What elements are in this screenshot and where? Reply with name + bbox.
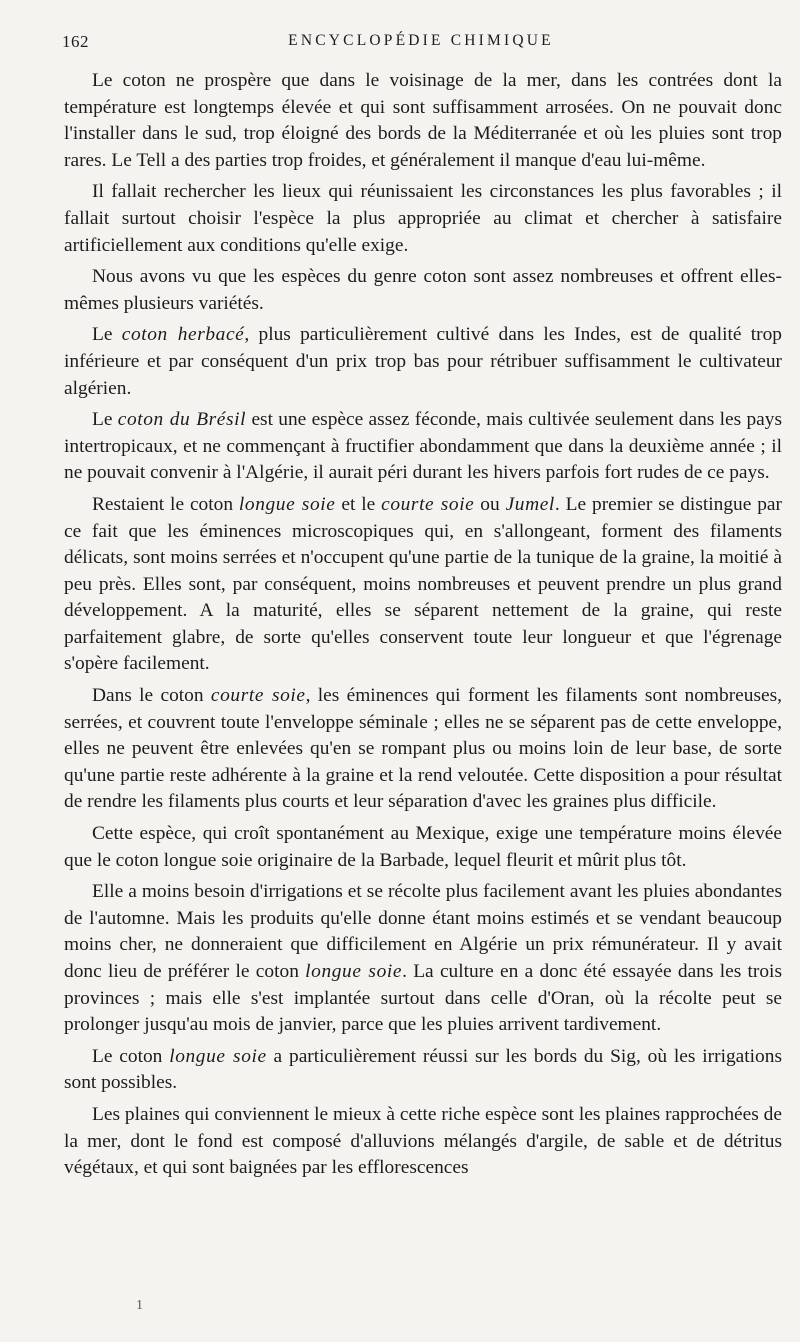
text-run: Le coton: [92, 1045, 170, 1067]
paragraph: [64, 1044, 782, 1097]
italic-text: coton du Brésil: [117, 409, 247, 431]
text-run: Le: [92, 324, 122, 346]
text-run: Restaient le coton: [92, 493, 239, 515]
text-run: ou: [474, 493, 506, 515]
page-number: 162: [62, 32, 89, 51]
italic-text: longue soie: [169, 1045, 267, 1067]
paragraph: [64, 1102, 782, 1182]
text-run: Le coton ne prospère que dans le voisinage de la mer, dans les contrées dont la température est longtemps élevée et qui sont suffisamment arrosées. On ne pouvait donc l'installer dans le sud, trop éloigné des bords de la Méditerranée et où les pluies sont trop rares. Le Tell a des parties trop froides, et généralement il manque d'eau lui-même.: [64, 70, 782, 171]
paragraph: [64, 407, 782, 487]
paragraph: [64, 492, 782, 678]
paragraph: [64, 821, 782, 874]
text-run: a particulièrement réussi sur les bords du Sig, où les irrigations sont possibles.: [64, 1045, 782, 1094]
paragraph: [64, 322, 782, 402]
text-run: Les plaines qui conviennent le mieux à cette riche espèce sont les plaines rapprochées de la mer, dont le fond est composé d'alluvions mélangés d'argile, de sable et de détritus végétaux, et qui sont baignées par les efflorescences: [64, 1103, 782, 1179]
text-run: Elle a moins besoin d'irrigations et se récolte plus facilement avant les pluies abondantes de l'automne. Mais les produits qu'elle donne étant moins estimés et se vendant beaucoup moins cher, ne donneraient que difficilement en Algérie un prix rémunérateur. Il y avait donc lieu de préférer le coton: [64, 881, 782, 982]
text-run: . La culture en a donc été essayée dans les trois provinces ; mais elle s'est implantée surtout dans celle d'Oran, où la récolte peut se prolonger jusqu'au mois de janvier, parce que les pluies arrivent tardivement.: [64, 961, 782, 1036]
running-title: ENCYCLOPÉDIE CHIMIQUE: [288, 32, 554, 49]
italic-text: longue soie: [238, 493, 336, 515]
italic-text: courte soie: [381, 493, 475, 515]
text-run: Cette espèce, qui croît spontanément au Mexique, exige une température moins élevée que le coton longue soie originaire de la Barbade, lequel fleurit et mûrit plus tôt.: [64, 823, 782, 871]
body-text: [64, 68, 782, 1187]
text-run: Nous avons vu que les espèces du genre coton sont assez nombreuses et offrent elles-mêmes plusieurs variétés.: [64, 266, 782, 314]
italic-text: Jumel: [505, 493, 555, 515]
paragraph: [64, 264, 782, 317]
text-run: et le: [335, 493, 382, 515]
text-run: est une espèce assez féconde, mais cultivée seulement dans les pays intertropicaux, et ne commençant à fructifier abondamment que dans la deuxième année ; il ne pouvait convenir à l'Algérie, il aurait péri durant les hivers parfois fort rudes de ce pays.: [64, 409, 782, 484]
text-run: Il fallait rechercher les lieux qui réunissaient les circonstances les plus favorables ; il fallait surtout choisir l'espèce la plus appropriée au climat et chercher à satisfaire artificiellement aux conditions qu'elle exige.: [64, 181, 782, 256]
italic-text: longue soie: [305, 961, 403, 982]
italic-text: courte soie: [210, 685, 306, 707]
paragraph: [64, 683, 782, 816]
signature-mark: 1: [136, 1298, 143, 1313]
text-run: , plus particulièrement cultivé dans les Indes, est de qualité trop inférieure et par conséquent d'un prix trop bas pour rétribuer suffisamment le cultivateur algérien.: [64, 324, 782, 399]
paragraph: [64, 68, 782, 174]
text-run: Le: [92, 409, 118, 431]
text-run: . Le premier se distingue par ce fait que les éminences microscopiques qui, en s'allongeant, forment des filaments délicats, sont moins serrées et n'occupent qu'une partie de la tunique de la graine, la moitié à peu près. Elles sont, par conséquent, moins nombreuses et peuvent prendre un plus grand développement. A la maturité, elles se séparent nettement de la graine, qui reste parfaitement glabre, de sorte qu'elles conservent toute leur longueur et que l'égrenage s'opère facilement.: [64, 493, 782, 675]
paragraph: [64, 879, 782, 1039]
paragraph: [64, 179, 782, 259]
page-header: [62, 32, 780, 56]
italic-text: coton herbacé: [121, 324, 245, 346]
text-run: , les éminences qui forment les filaments sont nombreuses, serrées, et couvrent toute l'enveloppe séminale ; elles ne se séparent pas de cette enveloppe, elles ne peuvent être enlevées qu'en se rompant plus ou moins loin de leur base, de sorte qu'une partie reste adhérente à la graine et la rend veloutée. Cette disposition a pour résultat de rendre les filaments plus courts et leur séparation d'avec les graines plus difficile.: [64, 685, 783, 813]
text-run: Dans le coton: [92, 685, 211, 707]
